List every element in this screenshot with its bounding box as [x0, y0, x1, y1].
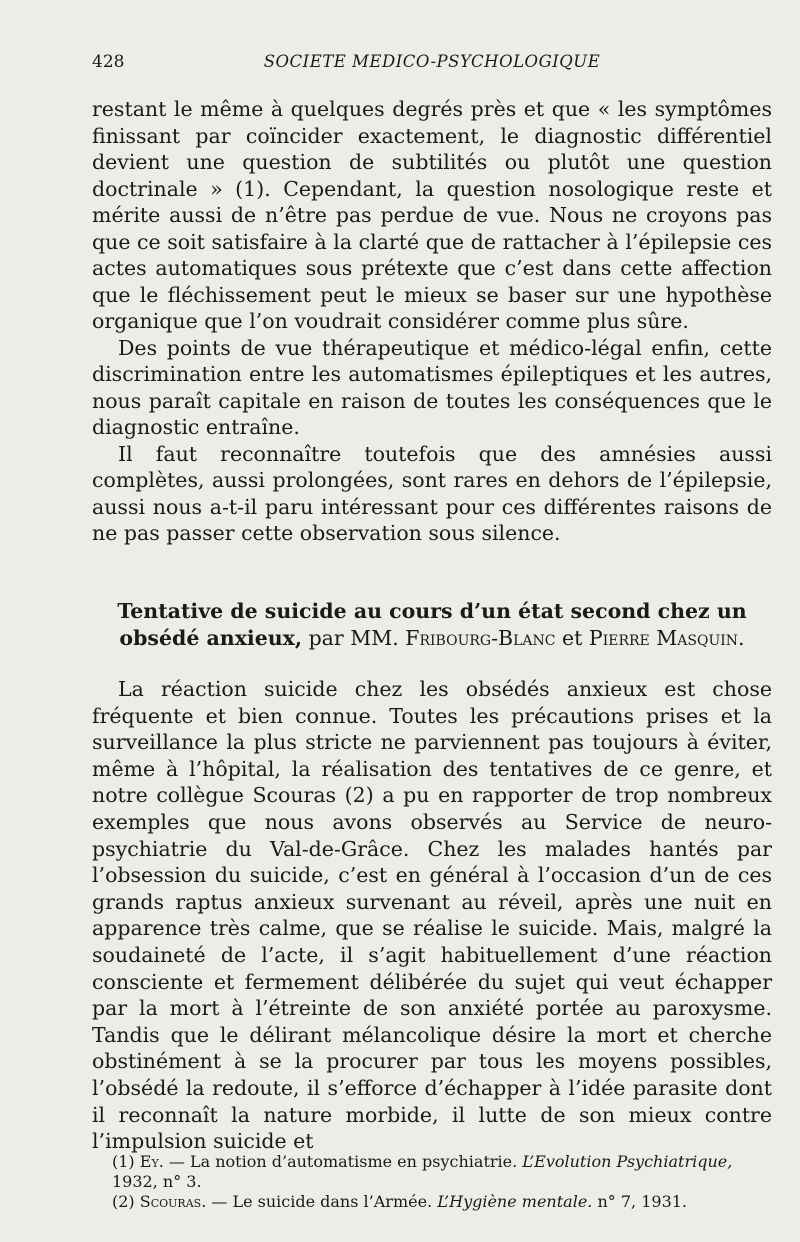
- footnote-journal: L’Hygiène mentale.: [437, 1192, 593, 1211]
- footnote-marker: (2): [112, 1192, 135, 1211]
- paragraph: Des points de vue thérapeutique et médico-légal enfin, cette discrimination entre les automatismes épileptiques et les autres, nous paraît capitale en raison de toutes les conséquences que le diagnostic entraîne.: [92, 335, 772, 439]
- section-title: [92, 598, 772, 652]
- footnote-ref: 1932, n° 3.: [112, 1172, 202, 1191]
- paragraph: Il faut reconnaître toutefois que des amnésies aussi complètes, aussi prolongées, sont rares en dehors de l’épilepsie, aussi nous a-t-il paru intéressant pour ces différentes raisons de ne pas passer cette observation sous silence.: [92, 441, 772, 545]
- footnote-author: Ey.: [139, 1152, 164, 1171]
- footnote-journal: L’Evolution Psychiatrique,: [522, 1152, 733, 1171]
- body-text-section-2: [92, 676, 772, 1155]
- section-title-by: par MM.: [308, 626, 399, 650]
- running-head: SOCIETE MEDICO-PSYCHOLOGIQUE: [263, 52, 601, 71]
- footnotes: [112, 1152, 774, 1212]
- paragraph-continued: restant le même à quelques degrés près et que « les symptômes finissant par coïncider exactement, le diagnostic différentiel devient une question de subtilités ou plutôt une question doctrinale » (1). Cependant, la question nosologique reste et mérite aussi de n’être pas perdue de vue. Nous ne croyons pas que ce soit satisfaire à la clarté que de rattacher à l’épilepsie ces actes automatiques sous prétexte que c’est dans cette affection que le fléchissement peut le mieux se baser sur une hypothèse organique que l’on voudrait considérer comme plus sûre.: [92, 97, 772, 333]
- body-text-section-1: [92, 96, 772, 547]
- footnote-2: [112, 1192, 774, 1212]
- footnote-author: Scouras.: [139, 1192, 207, 1211]
- footnote-1: [112, 1152, 774, 1192]
- author-name: Fribourg-Blanc: [405, 626, 556, 650]
- footnote-marker: (1): [112, 1152, 135, 1171]
- section-title-and: et: [562, 626, 583, 650]
- page-header: [92, 52, 772, 82]
- author-name: Pierre Masquin.: [588, 626, 745, 650]
- page-number: 428: [92, 52, 125, 72]
- section-title-text: Tentative de suicide au cours d’un état second chez un obsédé anxieux,: [117, 599, 747, 650]
- paragraph: La réaction suicide chez les obsédés anxieux est chose fréquente et bien connue. Toutes les précautions prises et la surveillance la plus stricte ne parviennent pas toujours à éviter, même à l’hôpital, la réalisation des tentatives de ce genre, et notre collègue Scouras (2) a pu en rapporter de trop nombreux exemples que nous avons observés au Service de neuro-psychiatrie du Val-de-Grâce. Chez les malades hantés par l’obsession du suicide, c’est en général à l’occasion d’un de ces grands raptus anxieux survenant au réveil, après une nuit en apparence très calme, que se réalise le suicide. Mais, malgré la soudaineté de l’acte, il s’agit habituellement d’une réaction consciente et fermement délibérée du sujet qui veut échapper par la mort à l’étreinte de son anxiété portée au paroxysme. Tandis que le délirant mélancolique désire la mort et cherche obstinément à se la procurer par tous les moyens possibles, l’obsédé la redoute, il s’efforce d’échapper à l’idée parasite dont il reconnaît la nature morbide, il lutte de son mieux contre l’impulsion suicide et: [92, 677, 772, 1154]
- footnote-text: — Le suicide dans l’Armée.: [211, 1192, 433, 1211]
- footnote-ref: n° 7, 1931.: [597, 1192, 688, 1211]
- footnote-text: — La notion d’automatisme en psychiatrie.: [168, 1152, 518, 1171]
